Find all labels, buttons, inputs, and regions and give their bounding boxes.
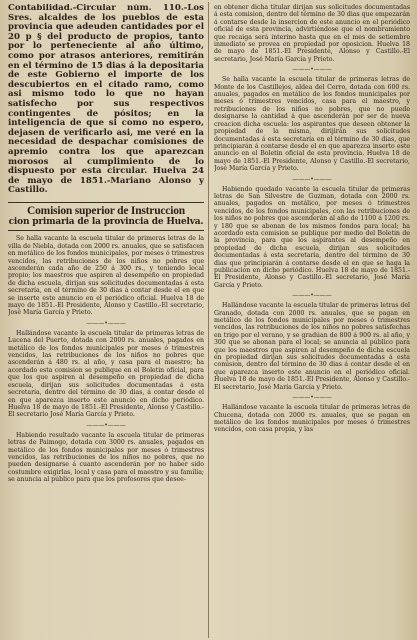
separator: ———•———	[292, 66, 332, 74]
column-divider	[208, 2, 209, 638]
notice-paimogo-continued: en obtener dicha titular dirijan sus solicitudes documentadas á esta comision, dentro del término de 30 dias que empezarán á contarse desde la insercion de este anuncio en el periódico oficial de esta provincia, advirtiéndose que el nombramiento que recaiga será interino hasta que en el mes de setiembre inmediato se provea en propiedad por oposicion. Huelva 18 de mayo de 1851.-El Presidente, Alonso y Castillo.-El secretario, José María García y Prieto.	[214, 4, 410, 63]
separator: ———•———	[292, 292, 332, 300]
notice-san-silvestre: Habiendo quedado vacante la escuela titular de primeras letras de San Silvestre de Guzman, dotada con 2000 rs. anuales, pagados en metálico, por meses ó trimestres vencidos, de los fondos municipales, con las retribuciones de los niños no pobres que ascenderán al año de 1100 á 1200 rs. y 180 que se abonan de los mismos fondos para local; ha acordado esta comision se publique por medio del Boletin de la provincia, para que los aspirantes al desempeño en propiedad de dicha escuela, dirijan sus solicitudes documentadas á esta secretaría, dentro del término de 30 dias que principiarán á contarse desde el en que se haga la publicacion en dicho periódico. Huelva 18 de mayo de 1851.-El Presidente, Alonso y Castillo.-El secretario, José María García y Prieto.	[214, 185, 410, 289]
separator: ———•———	[292, 175, 332, 183]
right-column	[214, 4, 410, 636]
notice-paimogo: Habiendo resultado vacante la escuela titular de primeras letras de Paimogo, dotada con 3000 rs. anuales, pagados en metálico de los fondos municipales por meses ó trimestres vencidos, las retribuciones de los niños no pobres, que no pueden designarse á cuanto ascenderán por no haber sido costumbre exigirlas, local y casa para el maestro y su familia; se anuncia al público para que los profesores que desee-	[8, 431, 204, 484]
circular-notice: Contabilidad.-Circular núm. 110.-Los Sres. alcaldes de los pueblos de esta provincia que adeuden cantidades por el 20 p § del producto de propios, tanto por lo perteneciente al año último, como por atrasos anteriores, remitirán en el término de 15 dias á la depositaria de este Gobierno el importe de los descubiertos en el citado ramo, como asi mismo todo lo que no hayan satisfecho por sus respectivos contingentes de pósitos; en la inteligencia de que si como no espero, dejasen de verificarlo asi, me veré en la necesidad de despachar comisiones de apremio contra los que aparezcan morosos al cumplimiento de lo dispuesto por esta circular. Huelva 24 de mayo de 1851.-Mariano Alonso y Castillo.	[8, 4, 204, 196]
notice-niebla: Se halla vacante la escuela titular de primeras letras de la villa de Niebla, dotada con 2000 rs. anuales, que se satisfacen en metálico de los fondos municipales, por meses ó trimestres vencidos, las retribuciones de los niños no pobres que ascenderán cada año de 250 á 300 rs., y teniendo local propio; los maestros que aspiren al desempeño en propiedad de dicha escuela, dirijan sus solicitudes documentadas á esta secretaría, en el término de 30 dias á contar desde el en que se inserte este anuncio en el periódico oficial. Huelva 18 de mayo de 1851.-El Presidente, Alonso y Castillo.-El secretario, José María García y Prieto.	[8, 235, 204, 317]
section-heading	[8, 202, 204, 232]
section-heading-line2: cion primaria de la provincia de Huelva.	[8, 217, 204, 228]
separator: ———•———	[86, 421, 126, 429]
left-column	[8, 4, 204, 636]
notice-lucena: Hallándose vacante la escuela titular de primeras letras de Lucena del Puerto, dotada con 2000 rs. anuales, pagados en metálico de los fondos municipales por meses ó trimestres vencidos, las retribuciones de los niños no pobres que ascenderán á 480 rs. al año, y casa para el maestro; ha acordado esta comision se publique en el Boletin oficial, para que los que aspiren al desempeño en propiedad de dicha escuela, dirijan sus solicitudes documentadas á esta secretaría, dentro del término de 30 dias, á contar desde el en que aparezca inserto este anuncio en dicho periódico. Huelva 18 de mayo de 1851.-El Presidente, Alonso y Castillo.-El secretario José María García y Prieto.	[8, 329, 204, 419]
section-heading-line1: Comision superior de Instruccion	[27, 204, 185, 217]
notice-granado: Hallándose vacante la escuela titular de primeras letras del Granado, dotada con 2000 rs. anuales, que se pagan en metálico de los fondos municipales por meses ó trimestres vencidos, las retribuciones de los niños no pobres satisfechas en trigo por el verano, y se gradúan de 800 á 900 rs. al año, y 300 que se abonan para el local; se anuncia al público para que los maestros que aspiren al desempeño de dicha escuela en propiedad dirijan sus solicitudes documentadas á esta comision, dentro del término de 30 dias á contar desde el en que aparezca inserto este anuncio en el periódico oficial. Huelva 18 de mayo de 1851.-El Presidente, Alonso y Castillo.-El secretario, José María García y Prieto.	[214, 302, 410, 391]
separator: ———•———	[292, 394, 332, 402]
separator: ———•———	[86, 319, 126, 327]
notice-monte-castillejos: Se halla vacante la escuela titular de primeras letras de Monte de los Castillejos, aldea del Cerro, dotada con 600 rs. anuales, pagados en metálico de los fondos municipales por meses ó trimestres vencidos, casa para el maestro, y retribuciones de los niños no pobres, que no puede designarse la cantidad á que ascenderán por ser de nueva creacion dicha escuela: los aspirantes que deseen obtener la propiedad de la misma, dirijirán sus solicitudes documentadas á esta secretaría en el término de 30 dias, que principiarán á contarse desde el en que aparezca inserto este anuncio en el Boletin oficial de esta provincia. Huelva 18 de mayo de 1851.-El Presidente, Alonso y Castillo.-El secretario, José María García y Prieto.	[214, 76, 410, 173]
notice-chucena: Hallándose vacante la escuela titular de primeras letras de Chucena, dotada con 2000 rs. anuales, que se pagan en metálico de los fondos municipales por meses ó trimestres vencidos, con casa propia, y las	[214, 404, 410, 434]
